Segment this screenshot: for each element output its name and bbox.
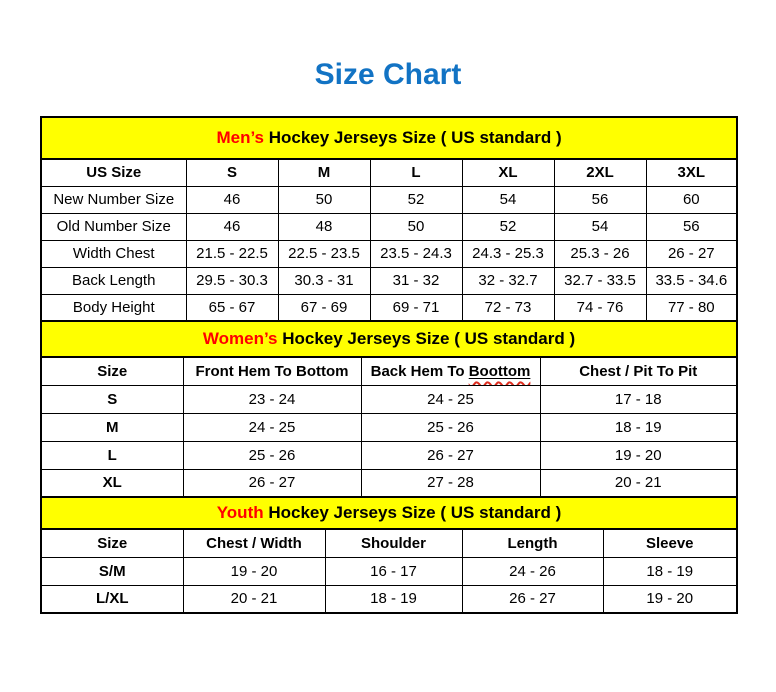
- row-label-cell: Old Number Size: [41, 213, 186, 240]
- misspelled-word: Boottom: [468, 362, 531, 380]
- value-cell: 24 - 25: [361, 385, 540, 413]
- column-header-size: Size: [41, 357, 183, 385]
- table-row-womens-xl: [41, 469, 737, 497]
- column-header-size: Size: [41, 529, 183, 557]
- table-row-back-length: [41, 267, 737, 294]
- value-cell: 21.5 - 22.5: [186, 240, 278, 267]
- table-row-youth-sm: [41, 557, 737, 585]
- value-cell: 24.3 - 25.3: [462, 240, 554, 267]
- womens-title-highlight: Women’s: [202, 329, 278, 348]
- youth-table-title: [41, 497, 737, 529]
- value-cell: 29.5 - 30.3: [186, 267, 278, 294]
- youth-title-highlight: Youth: [216, 503, 264, 522]
- table-row-youth-lxl: [41, 585, 737, 613]
- table-row-womens-l: [41, 441, 737, 469]
- youth-header-row: [41, 529, 737, 557]
- value-cell: 67 - 69: [278, 294, 370, 321]
- value-cell: 20 - 21: [183, 585, 325, 613]
- column-header-chest-width: Chest / Width: [183, 529, 325, 557]
- value-cell: 77 - 80: [646, 294, 737, 321]
- value-cell: 32.7 - 33.5: [554, 267, 646, 294]
- value-cell: 18 - 19: [603, 557, 737, 585]
- value-cell: 23.5 - 24.3: [370, 240, 462, 267]
- mens-table-title: [41, 117, 737, 159]
- row-label-cell: New Number Size: [41, 186, 186, 213]
- spellcheck-squiggle: [469, 363, 531, 380]
- table-row-womens-m: [41, 413, 737, 441]
- value-cell: 52: [370, 186, 462, 213]
- mens-band-row: [41, 117, 737, 159]
- value-cell: 72 - 73: [462, 294, 554, 321]
- value-cell: 22.5 - 23.5: [278, 240, 370, 267]
- value-cell: 17 - 18: [540, 385, 737, 413]
- row-label-cell: L/XL: [41, 585, 183, 613]
- youth-size-table: [40, 496, 738, 614]
- table-row-body-height: [41, 294, 737, 321]
- row-label-cell: Body Height: [41, 294, 186, 321]
- value-cell: 69 - 71: [370, 294, 462, 321]
- value-cell: 18 - 19: [325, 585, 462, 613]
- womens-size-table: [40, 320, 738, 498]
- column-header-s: S: [186, 159, 278, 186]
- value-cell: 46: [186, 186, 278, 213]
- womens-band-row: [41, 321, 737, 357]
- page-title: Size Chart: [314, 58, 462, 91]
- column-header-m: M: [278, 159, 370, 186]
- value-cell: 74 - 76: [554, 294, 646, 321]
- value-cell: 16 - 17: [325, 557, 462, 585]
- mens-title-rest: Hockey Jerseys Size ( US standard ): [264, 128, 562, 147]
- mens-header-row: [41, 159, 737, 186]
- womens-title-rest: Hockey Jerseys Size ( US standard ): [277, 329, 576, 348]
- value-cell: 25.3 - 26: [554, 240, 646, 267]
- column-header-us-size: US Size: [41, 159, 186, 186]
- value-cell: 54: [554, 213, 646, 240]
- value-cell: 19 - 20: [540, 441, 737, 469]
- value-cell: 33.5 - 34.6: [646, 267, 737, 294]
- column-header-chest-pit: Chest / Pit To Pit: [540, 357, 737, 385]
- row-label-cell: XL: [41, 469, 183, 497]
- value-cell: 25 - 26: [183, 441, 361, 469]
- value-cell: 20 - 21: [540, 469, 737, 497]
- value-cell: 50: [278, 186, 370, 213]
- column-header-xl: XL: [462, 159, 554, 186]
- row-label-cell: S: [41, 385, 183, 413]
- value-cell: 60: [646, 186, 737, 213]
- table-row-womens-s: [41, 385, 737, 413]
- value-cell: 23 - 24: [183, 385, 361, 413]
- mens-size-table: [40, 116, 738, 322]
- value-cell: 26 - 27: [462, 585, 603, 613]
- value-cell: 56: [646, 213, 737, 240]
- column-header-back-hem: [361, 357, 540, 385]
- value-cell: 19 - 20: [183, 557, 325, 585]
- size-chart-tables: [40, 116, 736, 614]
- value-cell: 26 - 27: [361, 441, 540, 469]
- value-cell: 19 - 20: [603, 585, 737, 613]
- value-cell: 46: [186, 213, 278, 240]
- row-label-cell: M: [41, 413, 183, 441]
- row-label-cell: L: [41, 441, 183, 469]
- back-hem-label-prefix: Back Hem To: [370, 362, 469, 380]
- column-header-l: L: [370, 159, 462, 186]
- column-header-3xl: 3XL: [646, 159, 737, 186]
- table-row-new-number-size: [41, 186, 737, 213]
- youth-title-rest: Hockey Jerseys Size ( US standard ): [263, 503, 562, 522]
- column-header-shoulder: Shoulder: [325, 529, 462, 557]
- value-cell: 54: [462, 186, 554, 213]
- value-cell: 27 - 28: [361, 469, 540, 497]
- value-cell: 25 - 26: [361, 413, 540, 441]
- value-cell: 24 - 26: [462, 557, 603, 585]
- value-cell: 26 - 27: [183, 469, 361, 497]
- row-label-cell: S/M: [41, 557, 183, 585]
- value-cell: 26 - 27: [646, 240, 737, 267]
- value-cell: 65 - 67: [186, 294, 278, 321]
- value-cell: 32 - 32.7: [462, 267, 554, 294]
- value-cell: 31 - 32: [370, 267, 462, 294]
- value-cell: 30.3 - 31: [278, 267, 370, 294]
- table-row-width-chest: [41, 240, 737, 267]
- table-row-old-number-size: [41, 213, 737, 240]
- value-cell: 52: [462, 213, 554, 240]
- womens-table-title: [41, 321, 737, 357]
- youth-band-row: [41, 497, 737, 529]
- column-header-front-hem: Front Hem To Bottom: [183, 357, 361, 385]
- mens-title-highlight: Men’s: [216, 128, 264, 147]
- row-label-cell: Back Length: [41, 267, 186, 294]
- column-header-2xl: 2XL: [554, 159, 646, 186]
- value-cell: 56: [554, 186, 646, 213]
- row-label-cell: Width Chest: [41, 240, 186, 267]
- value-cell: 48: [278, 213, 370, 240]
- value-cell: 18 - 19: [540, 413, 737, 441]
- value-cell: 24 - 25: [183, 413, 361, 441]
- womens-header-row: [41, 357, 737, 385]
- value-cell: 50: [370, 213, 462, 240]
- column-header-length: Length: [462, 529, 603, 557]
- column-header-sleeve: Sleeve: [603, 529, 737, 557]
